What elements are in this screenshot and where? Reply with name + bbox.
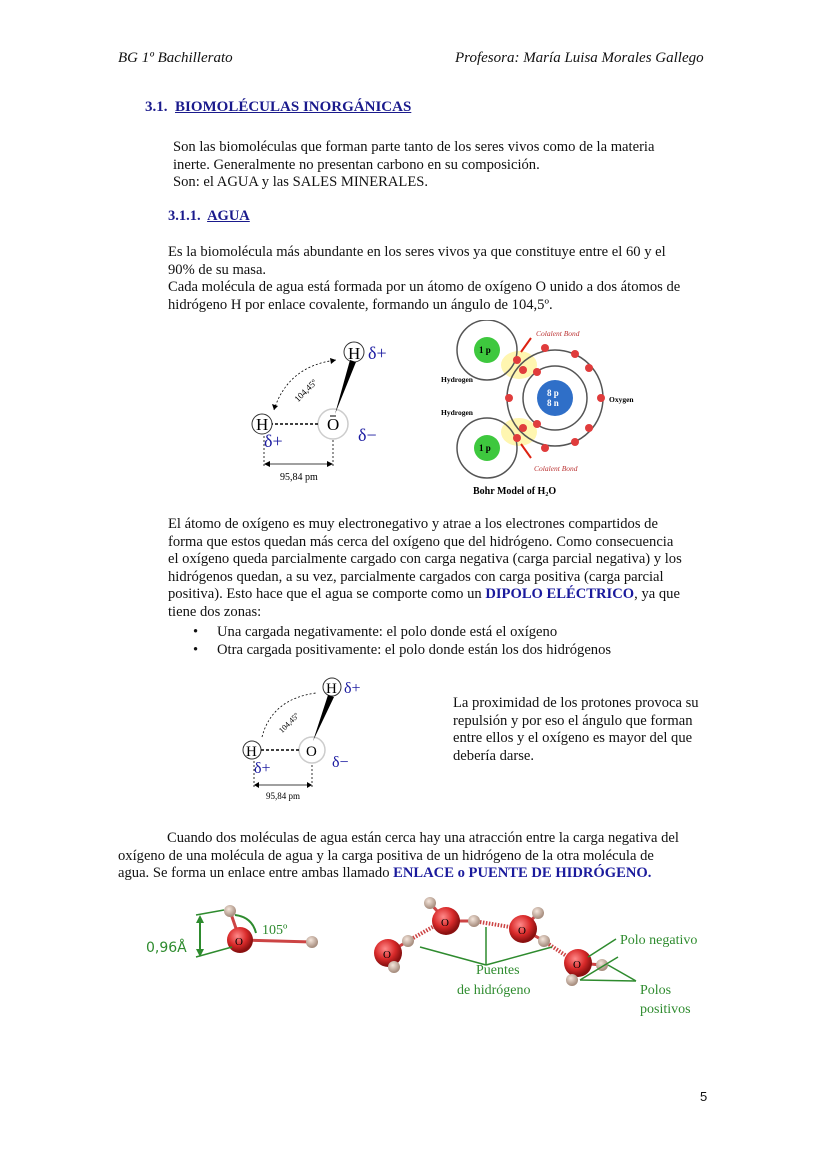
repulsion-note: La proximidad de los protones provoca su repulsión y por eso el ángulo que forman entre ellos y el oxígeno es mayor del que debería darse. xyxy=(453,695,699,764)
subsection-number: 3.1.1. xyxy=(168,208,201,224)
para-line: el oxígeno queda parcialmente cargado con carga negativa (carga parcial negativa) y los xyxy=(168,551,682,568)
list-item: • Otra cargada positivamente: el polo donde están los dos hidrógenos xyxy=(193,642,612,658)
para-line: positiva). Esto hace que el agua se comporte como un DIPOLO ELÉCTRICO, ya que xyxy=(168,586,680,603)
positive-poles-label: positivos xyxy=(640,1002,691,1017)
negative-pole-label: Polo negativo xyxy=(620,933,698,948)
intro-paragraph xyxy=(173,139,710,192)
bond-length-label: 0,96Å xyxy=(146,940,187,956)
delta-plus-label: δ+ xyxy=(264,431,283,451)
list-item: • Una cargada negativamente: el polo donde está el oxígeno xyxy=(193,624,558,640)
subsection-title: AGUA xyxy=(207,208,250,224)
bohr-caption: Bohr Model of H₂O xyxy=(473,486,557,497)
bullet-list xyxy=(193,623,611,659)
svg-text:Hydrogen: Hydrogen xyxy=(441,375,473,384)
para-line: 90% de su masa. xyxy=(168,261,267,278)
delta-plus-label: δ+ xyxy=(368,343,387,363)
hydrogen-bond-diagram xyxy=(140,895,730,1025)
svg-text:8 n: 8 n xyxy=(547,398,559,408)
para-line: hidrógenos quedan, a su vez, parcialmente cargados con carga positiva (carga parcial xyxy=(168,568,664,585)
intro-line: inerte. Generalmente no presentan carbono en su composición. xyxy=(173,156,540,173)
water-paragraph xyxy=(168,244,710,314)
svg-text:Hydrogen: Hydrogen xyxy=(441,408,473,417)
para-line: El átomo de oxígeno es muy electronegativo y atrae a los electrones compartidos de xyxy=(168,516,658,532)
h-label: H xyxy=(256,415,269,434)
hydrogen-bond-term: ENLACE o PUENTE DE HIDRÓGENO. xyxy=(393,865,652,882)
intro-line: Son las biomoléculas que forman parte tanto de los seres vivos como de la materia xyxy=(173,139,655,155)
bohr-model-diagram xyxy=(441,320,643,498)
h-label: H xyxy=(348,344,361,363)
o-label: O xyxy=(327,415,340,434)
hydrogen-atom xyxy=(306,936,318,948)
distance-label: 95,84 pm xyxy=(280,472,318,483)
svg-text:1 p: 1 p xyxy=(479,345,491,355)
svg-text:104,45º: 104,45º xyxy=(277,711,301,735)
para-line: Cada molécula de agua está formada por un átomo de oxígeno O unido a dos átomos de xyxy=(168,279,681,296)
para-line: hidrógeno H por enlace covalente, formando un ángulo de 104,5º. xyxy=(168,296,553,313)
svg-text:8 p: 8 p xyxy=(547,388,559,398)
svg-text:O: O xyxy=(441,917,449,929)
svg-text:O: O xyxy=(573,959,581,971)
para-line: Es la biomolécula más abundante en los seres vivos ya que constituye entre el 60 y el xyxy=(168,244,666,260)
angle-label: 104,45º xyxy=(292,377,319,404)
subsection-heading xyxy=(168,208,250,225)
svg-text:Colalent Bond: Colalent Bond xyxy=(534,464,578,473)
svg-text:1 p: 1 p xyxy=(479,443,491,453)
svg-text:Oxygen: Oxygen xyxy=(609,395,634,404)
hydrogen-atom xyxy=(224,905,236,917)
intro-line: Son: el AGUA y las SALES MINERALES. xyxy=(173,174,428,191)
hydrogen-bond-paragraph: Cuando dos moléculas de agua están cerca hay una atracción entre la carga negativa del oxígeno de una molécula de agua y la carga positiva de un hidrógeno de la otra molécula de agua. Se forma un enlace entre ambas llamado ENLACE o PUENTE DE HIDRÓGENO. xyxy=(118,830,679,882)
section-number: 3.1. xyxy=(145,99,168,115)
water-molecule-diagram-2 xyxy=(240,675,370,803)
bridges-label: Puentes xyxy=(476,963,520,978)
svg-text:95,84 pm: 95,84 pm xyxy=(266,791,301,801)
svg-text:O: O xyxy=(518,925,526,937)
para-line: forma que estos quedan más cerca del oxígeno que del hidrógeno. Como consecuencia xyxy=(168,533,674,550)
delta-minus-label: δ− xyxy=(358,425,377,445)
svg-text:O: O xyxy=(306,744,317,760)
svg-text:O: O xyxy=(235,936,243,948)
svg-text:H: H xyxy=(326,681,337,697)
header-teacher: Profesora: María Luisa Morales Gallego xyxy=(455,50,704,66)
para-line: tiene dos zonas: xyxy=(168,603,262,620)
page-number: 5 xyxy=(700,1089,708,1104)
positive-poles-label: Polos xyxy=(640,983,672,998)
svg-text:O: O xyxy=(383,949,391,961)
section-heading xyxy=(145,99,411,116)
svg-text:H: H xyxy=(246,744,257,760)
dipole-paragraph xyxy=(168,516,710,622)
header-course: BG 1º Bachillerato xyxy=(118,50,233,66)
svg-text:Colalent Bond: Colalent Bond xyxy=(536,329,580,338)
svg-text:δ+: δ+ xyxy=(254,760,271,777)
bridges-label: de hidrógeno xyxy=(457,983,531,998)
water-molecule-diagram xyxy=(250,336,390,486)
svg-text:δ−: δ− xyxy=(332,754,349,771)
dipole-term: DIPOLO ELÉCTRICO xyxy=(485,586,635,603)
bond-angle-label: 105º xyxy=(262,923,288,938)
section-title: BIOMOLÉCULAS INORGÁNICAS xyxy=(175,99,412,115)
svg-text:δ+: δ+ xyxy=(344,680,361,697)
